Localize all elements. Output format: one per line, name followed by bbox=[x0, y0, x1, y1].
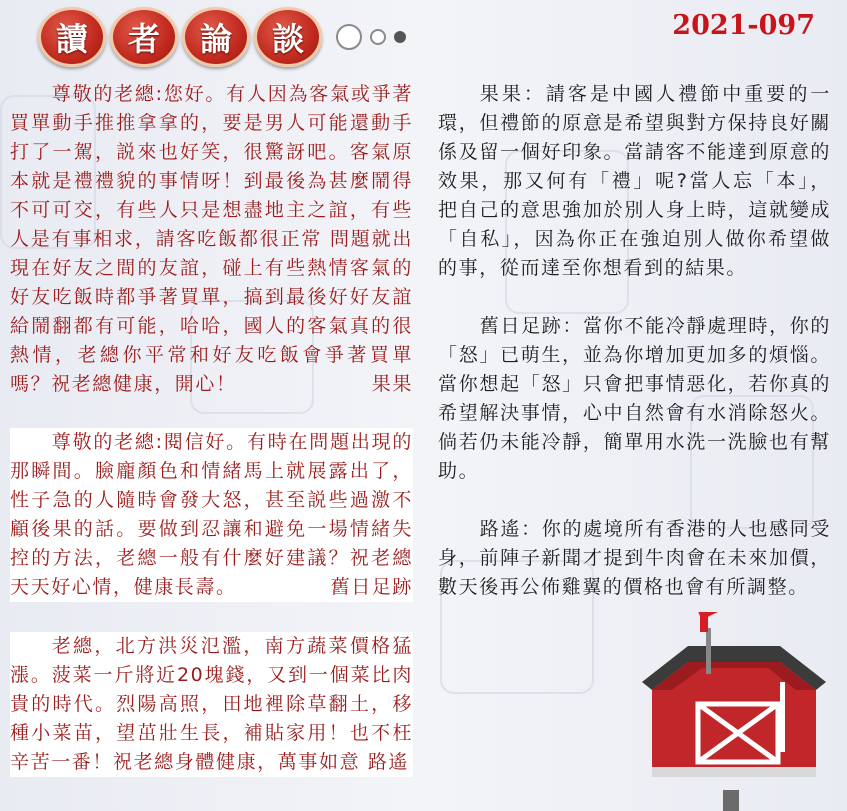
reader-letters-column bbox=[10, 80, 413, 777]
decorative-dots bbox=[336, 24, 406, 50]
issue-code: 2021-097 bbox=[672, 10, 815, 41]
editor-reply: 舊日足跡：當你不能冷靜處理時，你的「怒」已萌生，並為你增加更加多的煩惱。當你想起「怒」只會把事情惡化，若你真的希望解決事情，心中自然會有水消除怒火。倘若仍未能冷靜，簡單用水洗一洗臉也有幫助。 bbox=[438, 315, 831, 482]
title-badge: 談 bbox=[254, 7, 322, 67]
letter-text: 尊敬的老總:您好。有人因為客氣或爭著買單動手推推拿拿的，要是男人可能還動手打了一駕，説來也好笑，很驚訝吧。客氣原本就是禮禮貌的事情呀！到最後為甚麼鬧得不可可交，有些人只是想盡地主之誼，有些人是有事相求，請客吃飯都很正常 問題就出現在好友之間的友誼，碰上有些熱情客氣的好友吃飯時都爭著買單，搞到最後好好友誼給鬧翻都有可能，哈哈，國人的客氣真的很熱情，老總你平常和好友吃飯會爭著買單嗎？祝老總健康，開心！ bbox=[10, 83, 413, 395]
dot-icon bbox=[394, 31, 406, 43]
letter-signature: 路遙 bbox=[367, 751, 410, 773]
letter-text: 尊敬的老總:閱信好。有時在問題出現的那瞬間。臉龐顏色和情緒馬上就展露出了，性子急的人隨時會發大怒，甚至説些過激不顧後果的話。要做到忍讓和避免一場情緒失控的方法，老總一般有什麼好建議？祝老總天天好心情，健康長壽。 bbox=[10, 431, 413, 598]
editor-replies-column bbox=[438, 80, 831, 602]
mailbox-illustration bbox=[628, 612, 838, 811]
page-header bbox=[38, 8, 406, 66]
reader-letter bbox=[10, 428, 413, 602]
letter-signature: 果果 bbox=[371, 373, 413, 395]
editor-reply: 路遙：你的處境所有香港的人也感同受身，前陣子新聞才提到牛肉會在未來加價，數天後再公佈雞翼的價格也會有所調整。 bbox=[438, 518, 831, 598]
reader-letter bbox=[10, 632, 413, 777]
reader-letter bbox=[10, 80, 413, 399]
letter-text: 老總，北方洪災氾濫，南方蔬菜價格猛漲。菠菜一斤將近20塊錢，又到一個菜比肉貴的時代。烈陽高照，田地裡除草翻土，移種小菜苗，望茁壯生長，補貼家用！也不枉辛苦一番！祝老總身體健康，萬事如意 bbox=[10, 635, 413, 773]
title-badge: 讀 bbox=[38, 7, 106, 67]
circle-icon bbox=[370, 29, 386, 45]
editor-reply: 果果：請客是中國人禮節中重要的一環，但禮節的原意是希望與對方保持良好關係及留一個好印象。當請客不能達到原意的效果，那又何有「禮」呢?當人忘「本」，把自己的意思強加於別人身上時，這就變成「自私」，因為你正在強迫別人做你希望做的事，從而達至你想看到的結果。 bbox=[438, 83, 831, 279]
title-badge: 論 bbox=[182, 7, 250, 67]
title-badge: 者 bbox=[110, 7, 178, 67]
circle-icon bbox=[336, 24, 362, 50]
letter-signature: 舊日足跡 bbox=[330, 576, 413, 598]
